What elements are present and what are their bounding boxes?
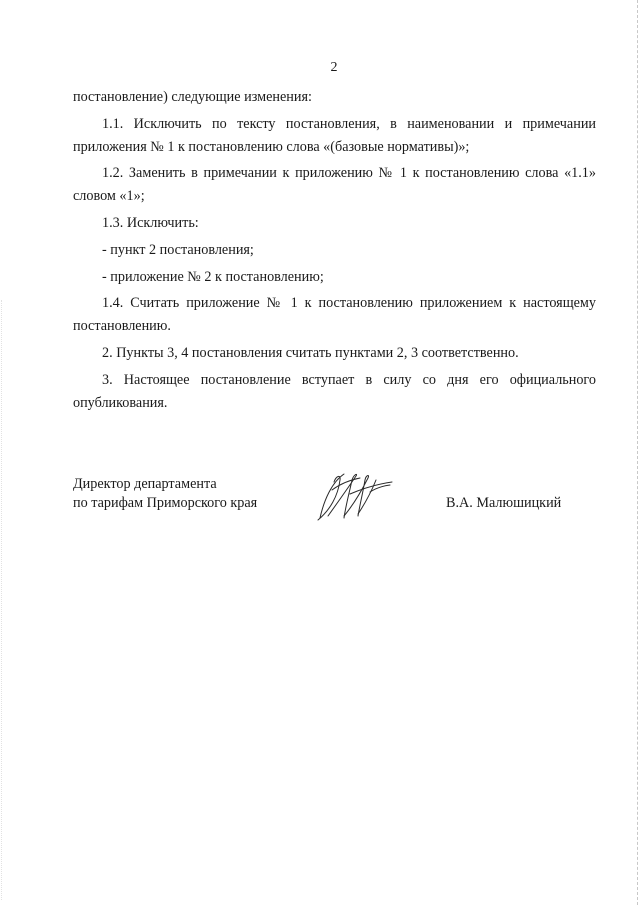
paragraph-1-3-item-1: - пункт 2 постановления;	[102, 241, 254, 258]
paragraph-3: 3. Настоящее постановление вступает в силу со дня его официального опубликования.	[73, 371, 596, 411]
paragraph-continuation: постановление) следующие изменения:	[73, 89, 312, 105]
document-body	[73, 86, 596, 414]
scan-edge-mark-left	[1, 300, 2, 900]
paragraph-2: 2. Пункты 3, 4 постановления считать пунктами 2, 3 соответственно.	[102, 344, 519, 361]
signatory-title-line-2: по тарифам Приморского края	[73, 495, 258, 511]
paragraph-1-1: 1.1. Исключить по тексту постановления, в наименовании и примечании приложения № 1 к постановлению слова «(базовые нормативы)»;	[73, 115, 596, 155]
handwritten-signature	[310, 470, 400, 525]
signatory-title-line-1: Директор департамента	[73, 476, 217, 492]
paragraph-1-2: 1.2. Заменить в примечании к приложению № 1 к постановлению слова «1.1» словом «1»;	[73, 165, 596, 205]
paragraph-1-3-item-2: - приложение № 2 к постановлению;	[102, 268, 324, 285]
signatory-name: В.А. Малюшицкий	[446, 495, 562, 511]
page-number: 2	[330, 60, 338, 75]
paragraph-1-4: 1.4. Считать приложение № 1 к постановлению приложением к настоящему постановлению.	[73, 295, 596, 335]
paragraph-1-3: 1.3. Исключить:	[102, 214, 199, 231]
scan-edge-mark	[637, 0, 638, 905]
